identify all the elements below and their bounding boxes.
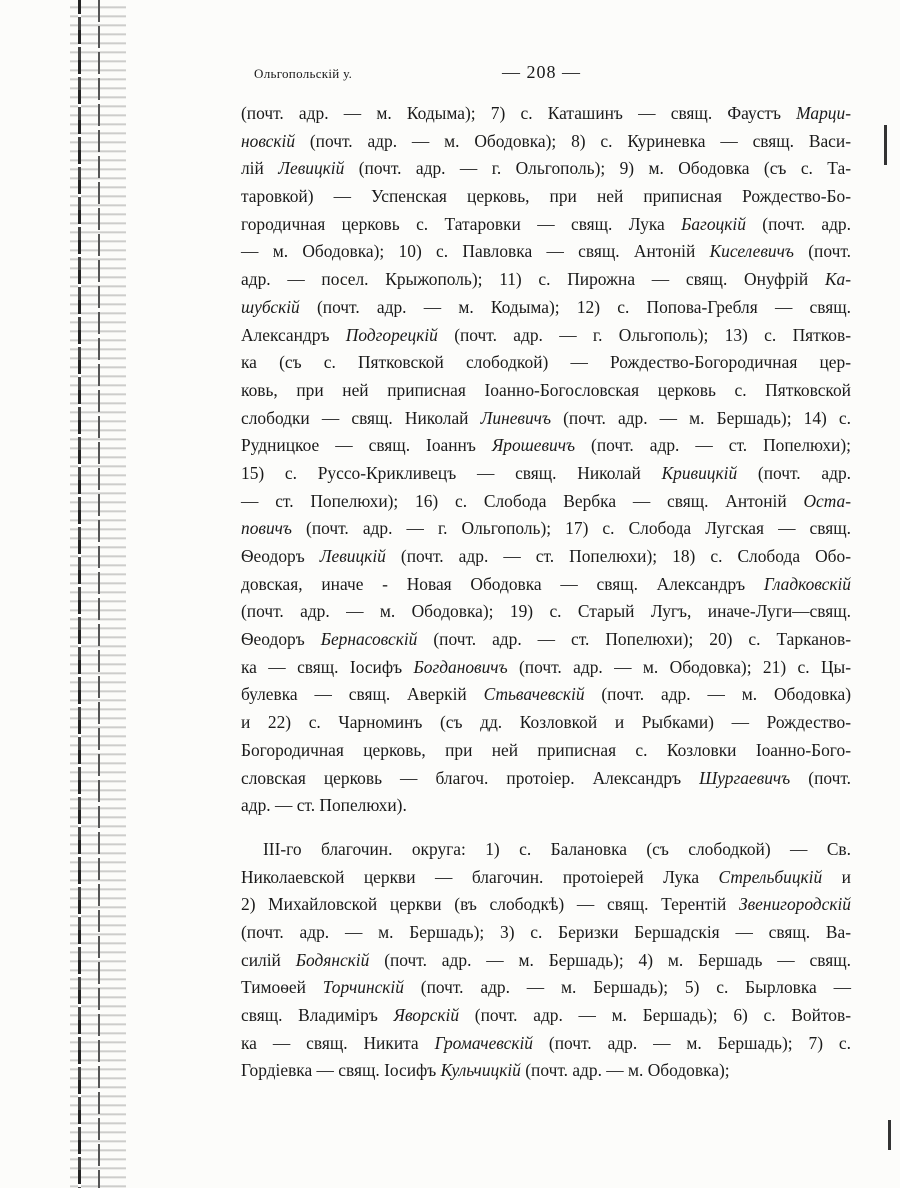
text-line: 15) с. Руссо-Крикливецъ — свящ. Николай Кривицкій (почт. адр.: [241, 462, 851, 483]
text-line: булевка — свящ. Аверкій Стьвачевскій (почт. адр. — м. Ободовка): [241, 684, 851, 705]
paragraph-3rd-district: [241, 836, 851, 1085]
page-number: — 208 —: [502, 62, 581, 82]
text-line: Ѳеодоръ Левицкій (почт. адр. — ст. Попелюхи); 18) с. Слобода Обо-: [241, 546, 851, 566]
text-line: повичъ (почт. адр. — г. Ольгополь); 17) с. Слобода Лугская — свящ.: [241, 518, 851, 539]
text-line: лій Левицкій (почт. адр. — г. Ольгополь); 9) м. Ободовка (съ с. Та-: [241, 158, 851, 179]
right-edge-mark: [884, 125, 887, 165]
text-line: Богородичная церковь, при ней приписная с. Козловки Іоанно-Бого-: [241, 739, 851, 760]
text-line: — м. Ободовка); 10) с. Павловка — свящ. Антоній Киселевичъ (почт.: [241, 241, 851, 262]
text-line: 2) Михайловской церкви (въ слободкѣ) — свящ. Терентій Звенигородскій: [241, 894, 851, 915]
text-line: адр. — посел. Крыжополь); 11) с. Пирожна — свящ. Онуфрій Ка-: [241, 269, 851, 290]
text-line: (почт. адр. — м. Кодыма); 7) с. Каташинъ — свящ. Фаустъ Марци-: [241, 103, 851, 123]
text-line: силій Бодянскій (почт. адр. — м. Бершадь); 4) м. Бершадь — свящ.: [241, 949, 851, 970]
text-line: свящ. Владиміръ Яворскій (почт. адр. — м. Бершадь); 6) с. Войтов-: [241, 1005, 852, 1025]
text-line: (почт. адр. — м. Ободовка); 19) с. Старый Лугъ, иначе-Луги—свящ.: [241, 601, 851, 622]
text-line: Рудницкое — свящ. Іоаннъ Ярошевичъ (почт. адр. — ст. Попелюхи);: [241, 435, 851, 456]
running-header: [254, 60, 794, 86]
text-line: III-го благочин. округа: 1) с. Балановка (съ слободкой) — Св.: [263, 838, 851, 859]
header-district: Ольгопольскій у.: [254, 66, 353, 81]
text-line: Александръ Подгорецкій (почт. адр. — г. Ольгополь); 13) с. Пятков-: [241, 324, 851, 345]
text-line: (почт. адр. — м. Бершадь); 3) с. Беризки Бершадскія — свящ. Ва-: [241, 921, 851, 942]
text-line: новскій (почт. адр. — м. Ободовка); 8) с. Куриневка — свящ. Васи-: [241, 130, 851, 151]
text-line: шубскій (почт. адр. — м. Кодыма); 12) с. Попова-Гребля — свящ.: [241, 296, 851, 317]
text-line: ка — свящ. Никита Громачевскій (почт. адр. — м. Бершадь); 7) с.: [241, 1032, 851, 1053]
text-line: таровкой) — Успенская церковь, при ней приписная Рождество-Бо-: [241, 186, 851, 207]
text-line: довская, иначе - Новая Ободовка — свящ. Александръ Гладковскій: [241, 573, 851, 594]
text-line: Ѳеодоръ Бернасовскій (почт. адр. — ст. Попелюхи); 20) с. Тарканов-: [241, 629, 851, 650]
text-line: — ст. Попелюхи); 16) с. Слобода Вербка — свящ. Антоній Оста-: [241, 490, 851, 511]
text-line: слободки — свящ. Николай Линевичъ (почт. адр. — м. Бершадь); 14) с.: [241, 407, 851, 428]
text-line: и 22) с. Чарноминъ (съ дд. Козловкой и Рыбками) — Рождество-: [241, 712, 851, 733]
text-line: городичная церковь с. Татаровки — свящ. Лука Багоцкій (почт. адр.: [241, 213, 851, 234]
text-line: ка — свящ. Іосифъ Богдановичъ (почт. адр. — м. Ободовка); 21) с. Цы-: [241, 656, 851, 677]
right-edge-mark-bottom: [888, 1120, 891, 1150]
text-line: Гордіевка — свящ. Іосифъ Кульчицкій (почт. адр. — м. Ободовка);: [241, 1060, 730, 1081]
text-line: Тимоѳей Торчинскій (почт. адр. — м. Бершадь); 5) с. Бырловка —: [241, 977, 851, 998]
text-line: словская церковь — благоч. протоіер. Александръ Шургаевичъ (почт.: [241, 767, 852, 788]
page-body: [241, 100, 851, 1085]
text-line: ковь, при ней приписная Іоанно-Богословская церковь с. Пятковской: [241, 379, 851, 400]
text-line: ка (съ с. Пятковской слободкой) — Рождество-Богородичная цер-: [241, 352, 851, 373]
paragraph-2nd-district-continued: [241, 100, 851, 820]
book-binding-edge: [70, 0, 126, 1188]
text-line: Николаевской церкви — благочин. протоіерей Лука Стрельбицкій и: [241, 866, 851, 887]
text-line: адр. — ст. Попелюхи).: [241, 795, 407, 816]
